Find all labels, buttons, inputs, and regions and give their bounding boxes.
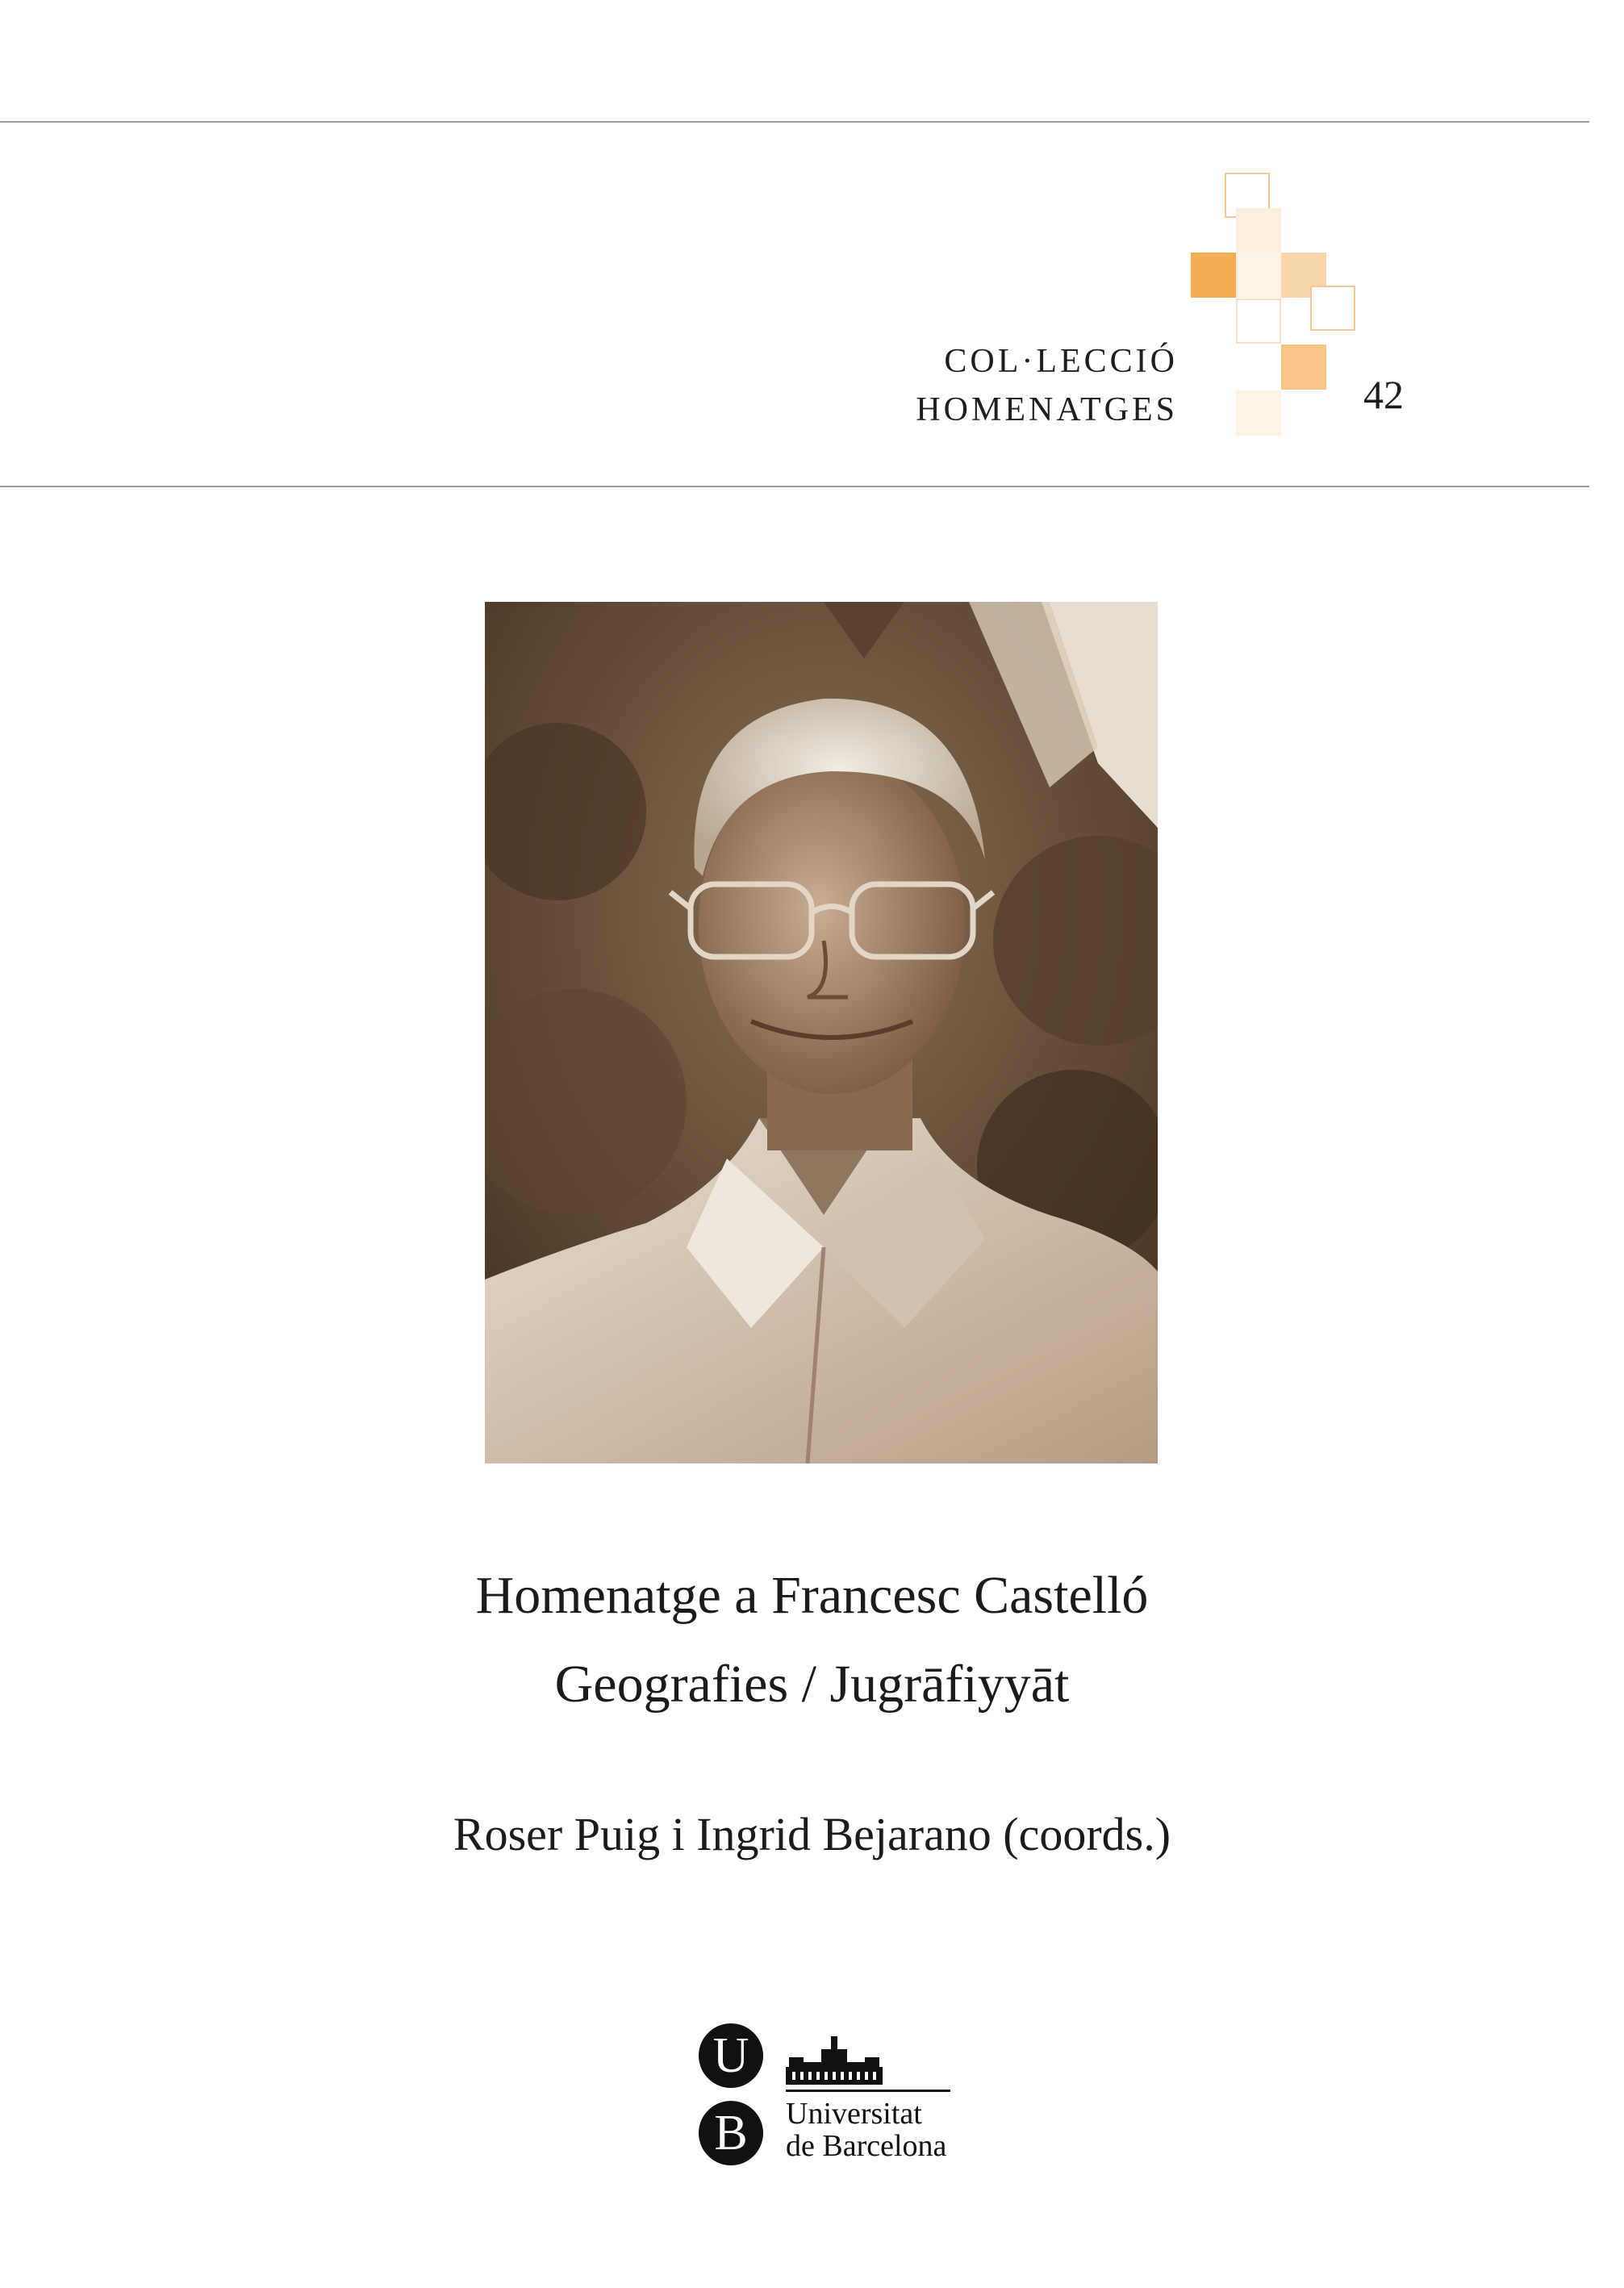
logo-divider [786, 2090, 950, 2092]
publisher-name-line-2: de Barcelona [786, 2129, 947, 2163]
university-building-icon [786, 2035, 883, 2086]
logo-letter-u: U [699, 2023, 763, 2088]
book-title: Homenatge a Francesc Castelló [475, 1566, 1149, 1625]
collection-name [871, 337, 1178, 434]
publisher-name [786, 2098, 946, 2162]
portrait-photo [485, 602, 1158, 1463]
volume-number: 42 [1363, 372, 1404, 417]
book-authors: Roser Puig i Ingrid Bejarano (coords.) [453, 1808, 1171, 1860]
bottom-rule [0, 486, 1589, 487]
book-subtitle: Geografies / Jugrāfiyyāt [554, 1655, 1070, 1714]
collection-line-1: COL·LECCIÓ [944, 343, 1178, 380]
publisher-logo [699, 2023, 957, 2169]
collection-line-2: HOMENATGES [916, 391, 1178, 428]
top-rule [0, 121, 1589, 123]
publisher-name-line-1: Universitat [786, 2097, 922, 2131]
logo-letter-b: B [699, 2101, 763, 2165]
